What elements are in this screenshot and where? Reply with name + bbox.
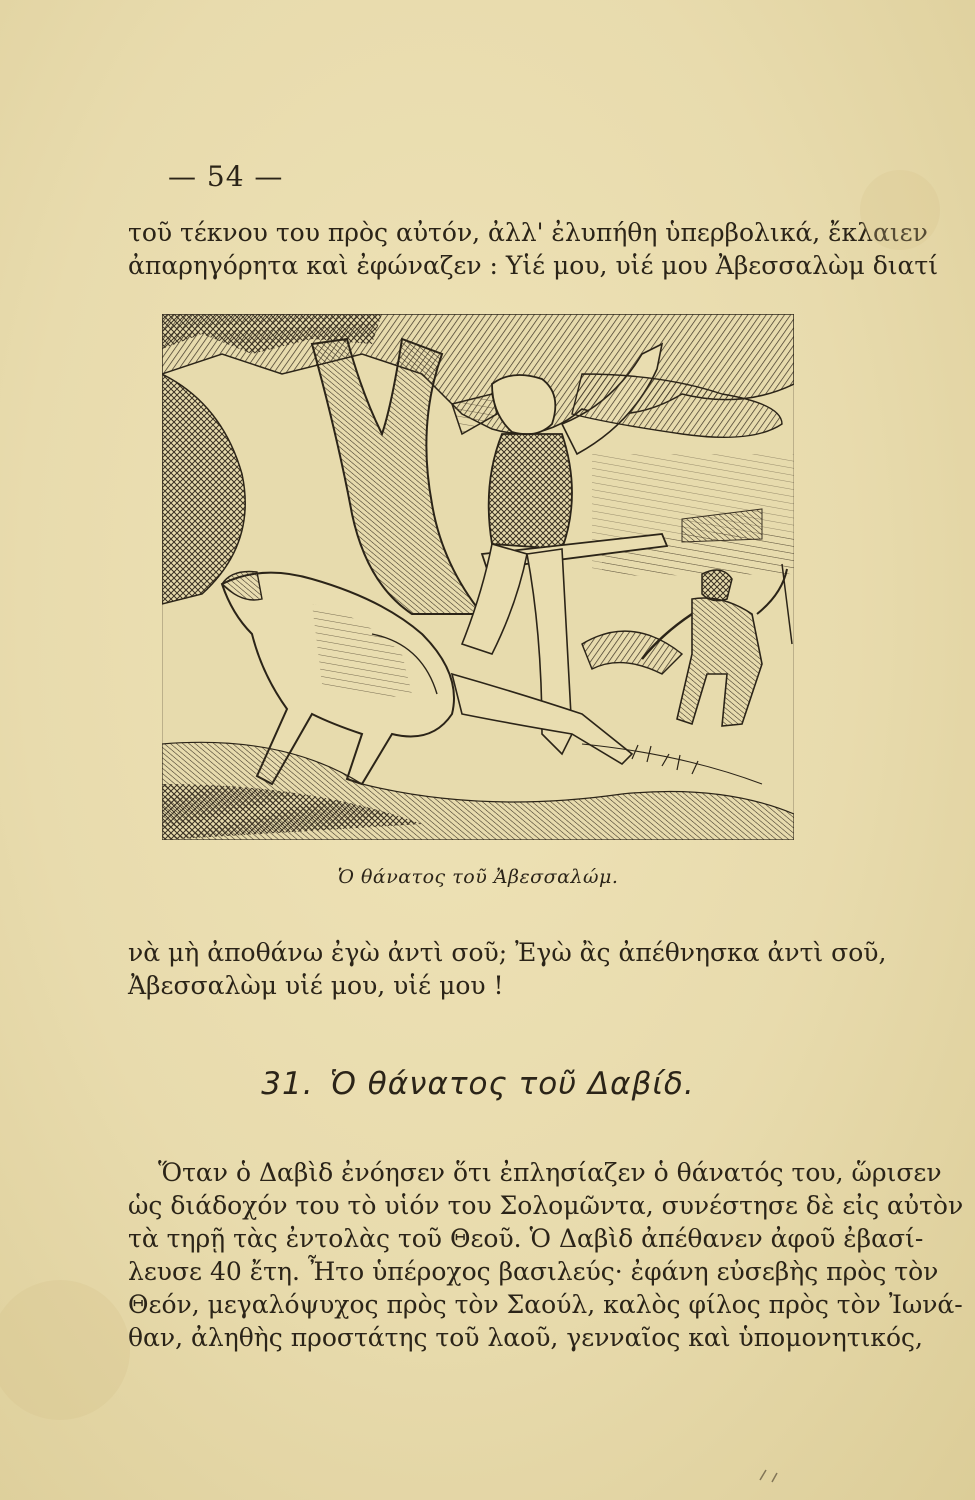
text-line: τὰ τηρῇ τὰς ἐντολὰς τοῦ Θεοῦ. Ὁ Δαβὶδ ἀπέθανεν ἀφοῦ ἐβασί- — [128, 1224, 924, 1253]
body-paragraph — [128, 1156, 964, 1354]
illustration-caption: Ὁ θάνατος τοῦ Ἀβεσσαλώμ. — [337, 866, 619, 888]
text-line: τοῦ τέκνου του πρὸς αὐτόν, ἀλλ' ἐλυπήθη ὑπερβολικά, ἔκλαιεν — [128, 218, 928, 247]
text-line: Θεόν, μεγαλόψυχος πρὸς τὸν Σαούλ, καλὸς φίλος πρὸς τὸν Ἰωνά- — [128, 1290, 963, 1319]
section-heading — [162, 1066, 794, 1102]
section-number: 31. — [261, 1066, 314, 1102]
text-line: νὰ μὴ ἀποθάνω ἐγὼ ἀντὶ σοῦ; Ἐγὼ ἂς ἀπέθνησκα ἀντὶ σοῦ, — [128, 938, 887, 967]
text-line: ὡς διάδοχόν του τὸ υἱόν του Σολομῶντα, συνέστησε δὲ εἰς αὐτὸν — [128, 1191, 964, 1220]
text-line: Ὅταν ὁ Δαβὶδ ἐνόησεν ὅτι ἐπλησίαζεν ὁ θάνατός του, ὥρισεν — [158, 1158, 942, 1187]
page-number: — 54 — — [168, 160, 284, 193]
text-line: Ἀβεσσαλὼμ υἱέ μου, υἱέ μου ! — [128, 971, 504, 1000]
text-line: λευσε 40 ἔτη. Ἦτο ὑπέροχος βασιλεύς· ἐφάνη εὐσεβὴς πρὸς τὸν — [128, 1257, 939, 1286]
text-line: ἀπαρηγόρητα καὶ ἐφώναζεν : Υἱέ μου, υἱέ μου Ἀβεσσαλὼμ διατί — [128, 251, 939, 280]
after-paragraph — [128, 936, 887, 1002]
engraving-illustration — [162, 314, 794, 840]
text-line: θαν, ἀληθὴς προστάτης τοῦ λαοῦ, γενναῖος καὶ ὑπομονητικός, — [128, 1323, 923, 1352]
top-paragraph — [128, 216, 939, 282]
section-title: Ὁ θάνατος τοῦ Δαβίδ. — [329, 1066, 695, 1102]
